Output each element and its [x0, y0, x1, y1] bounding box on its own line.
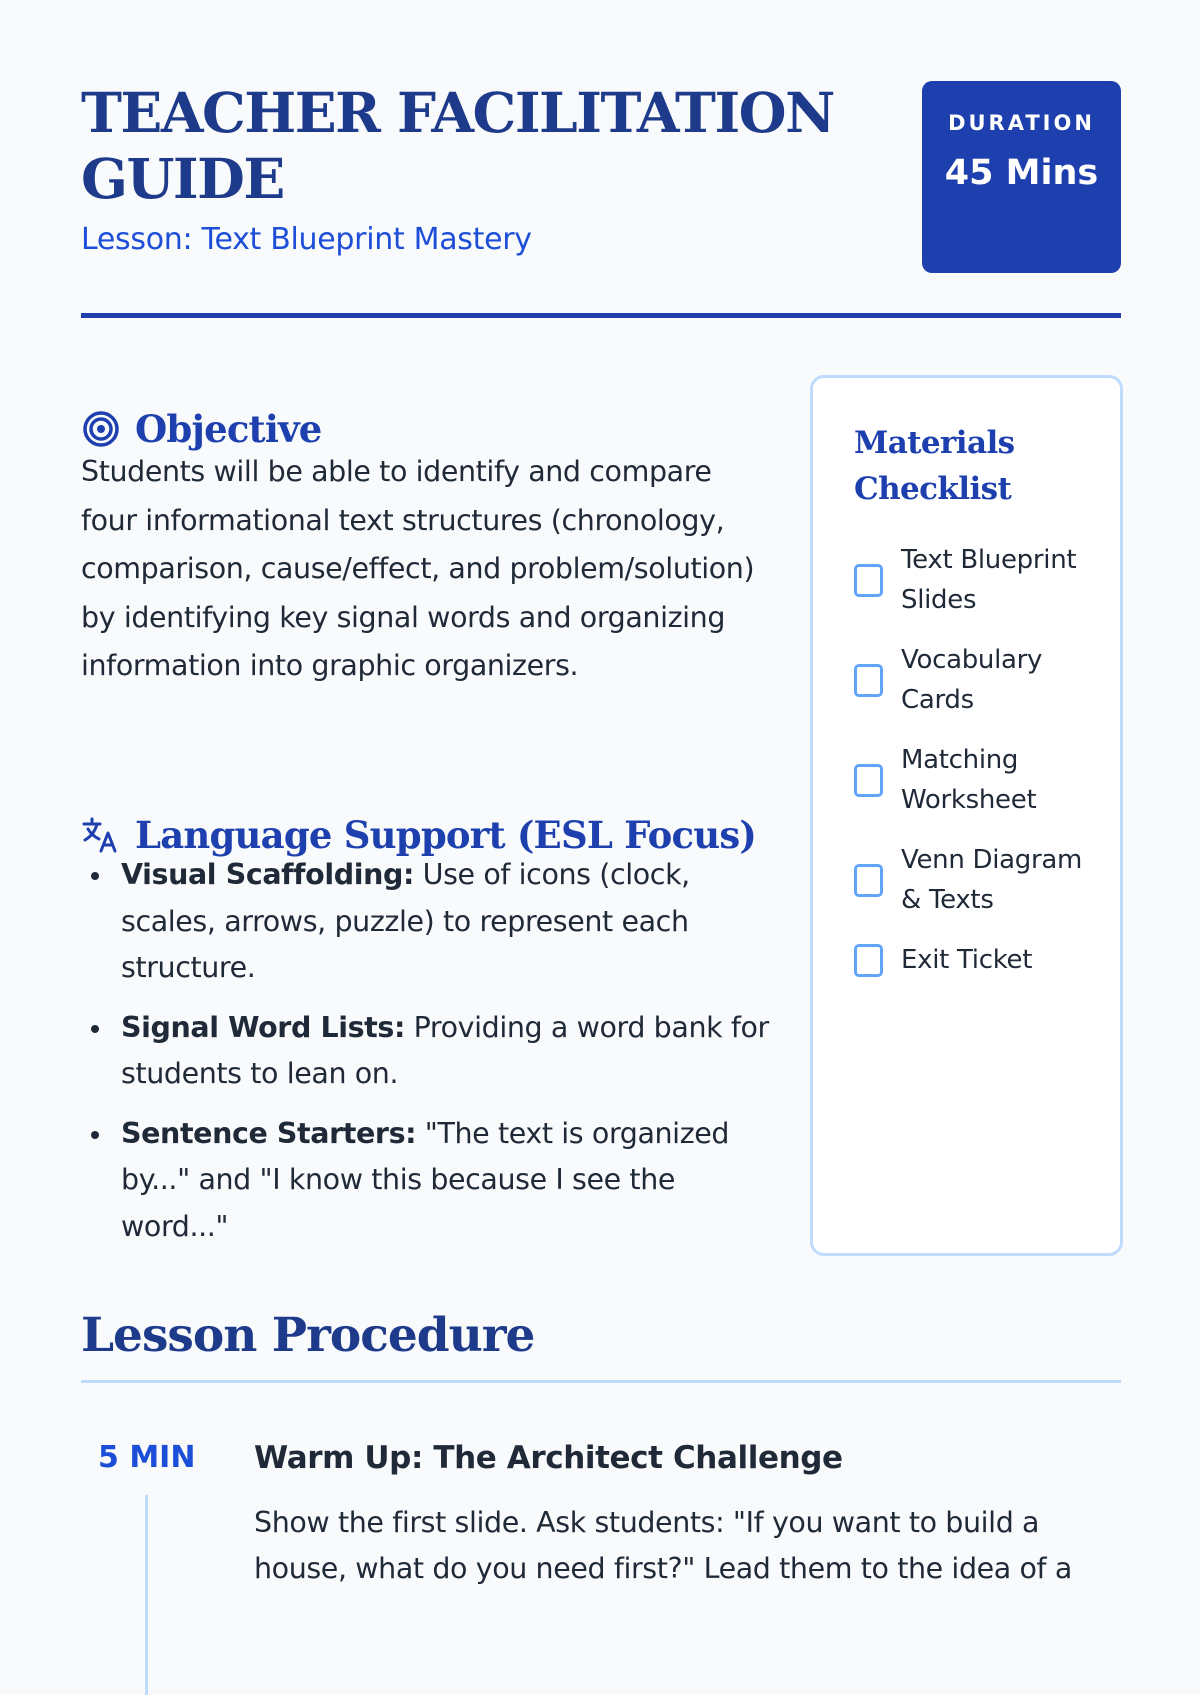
objective-text: Students will be able to identify and compare four informational text structures (chronology, comparison, cause/effect, and problem/solution) by identifying key signal words and organizing information into graphic organizers. [81, 455, 755, 682]
procedure-divider [81, 1380, 1121, 1383]
step-body: Show the first slide. Ask students: "If you want to build a house, what do you need first?" Lead them to the idea of a [254, 1506, 1072, 1585]
materials-checklist-card [810, 375, 1123, 1256]
checklist-item [854, 640, 1094, 720]
list-item [81, 852, 781, 992]
list-item-label: Signal Word Lists: [121, 1010, 405, 1044]
header-divider [81, 313, 1121, 318]
step-time: 5 MIN [98, 1440, 196, 1475]
language-support-heading-text: Language Support (ESL Focus) [135, 812, 757, 857]
translate-icon [81, 815, 121, 855]
language-support-heading [81, 813, 756, 857]
list-item-text: Use of icons (clock, scales, arrows, puzzle) to represent each structure. [121, 858, 690, 984]
page-title: TEACHER FACILITATION GUIDE [81, 80, 834, 211]
list-item-label: Sentence Starters: [121, 1116, 417, 1150]
list-item [81, 1111, 781, 1251]
checklist-item-label: Text Blueprint Slides [901, 545, 1077, 615]
checklist-item [854, 540, 1094, 620]
checklist-item [854, 740, 1094, 820]
materials-list [854, 540, 1094, 1000]
list-item-label: Visual Scaffolding: [121, 858, 414, 891]
checkbox[interactable] [854, 664, 883, 697]
language-support-list [81, 852, 781, 1263]
lesson-subtitle: Lesson: Text Blueprint Mastery [81, 222, 532, 257]
checklist-item [854, 840, 1094, 920]
checkbox[interactable] [854, 944, 883, 977]
duration-badge [922, 81, 1121, 273]
checklist-item-label: Venn Diagram & Texts [901, 845, 1083, 915]
checkbox[interactable] [854, 764, 883, 797]
objective-heading [81, 407, 322, 451]
checkbox[interactable] [854, 564, 883, 597]
list-item [81, 1005, 781, 1098]
materials-heading: Materials Checklist [854, 425, 1015, 507]
header [81, 80, 1121, 320]
duration-value: 45 Mins [944, 153, 1099, 193]
step-title: Warm Up: The Architect Challenge [254, 1440, 843, 1476]
checklist-item-label: Vocabulary Cards [901, 645, 1043, 715]
objective-heading-text: Objective [135, 406, 322, 451]
checklist-item [854, 940, 1094, 980]
procedure-heading: Lesson Procedure [81, 1308, 535, 1363]
timeline-line [145, 1495, 148, 1695]
checkbox[interactable] [854, 864, 883, 897]
checklist-item-label: Exit Ticket [901, 945, 1033, 975]
list-item-text: "The text is organized by..." and "I know this because I see the word..." [121, 1116, 730, 1243]
list-item-text: Providing a word bank for students to lean on. [121, 1010, 769, 1090]
target-icon [81, 409, 121, 449]
duration-label: DURATION [948, 111, 1095, 135]
checklist-item-label: Matching Worksheet [901, 745, 1037, 815]
